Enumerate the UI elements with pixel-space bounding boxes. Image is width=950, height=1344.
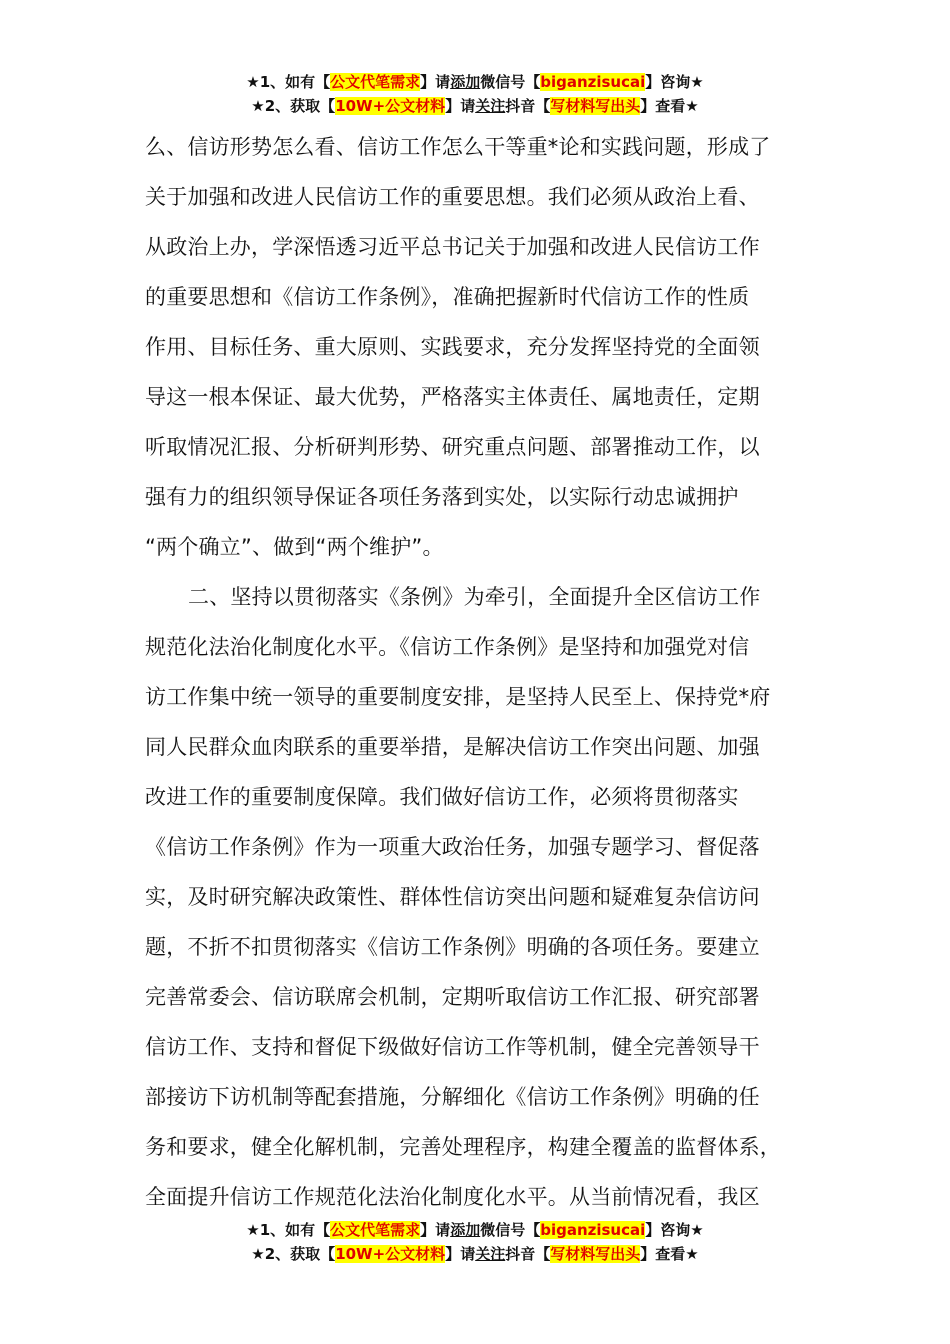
body-line: 强有力的组织领导保证各项任务落到实处，以实际行动忠诚拥护 — [145, 485, 739, 509]
promo-highlight: 10W+公文材料 — [335, 97, 446, 115]
body-line: 全面提升信访工作规范化法治化制度化水平。从当前情况看，我区 — [145, 1185, 760, 1209]
promo-text: 抖音【 — [505, 1245, 551, 1263]
promo-text: ★1、如有【 — [246, 73, 331, 91]
promo-douyin-name: 写材料写出头 — [550, 1245, 641, 1263]
promo-text: 】咨询★ — [645, 1221, 704, 1239]
promo-underlined-text: 关注 — [475, 1245, 506, 1263]
body-line: 部接访下访机制等配套措施，分解细化《信访工作条例》明确的任 — [145, 1085, 760, 1109]
body-line: 完善常委会、信访联席会机制，定期听取信访工作汇报、研究部署 — [145, 985, 760, 1009]
promo-text: ★1、如有【 — [246, 1221, 331, 1239]
promo-text: 】查看★ — [640, 97, 699, 115]
promo-line-1 — [0, 1218, 950, 1242]
promo-text: 】请 — [420, 1221, 451, 1239]
promo-text: 】请 — [445, 1245, 476, 1263]
body-line: 改进工作的重要制度保障。我们做好信访工作，必须将贯彻落实 — [145, 785, 739, 809]
promo-underlined-text: 关注 — [475, 97, 506, 115]
body-line: 信访工作、支持和督促下级做好信访工作等机制，健全完善领导干 — [145, 1035, 760, 1059]
promo-line-1 — [0, 70, 950, 94]
body-line: “两个确立”、做到“两个维护”。 — [145, 535, 444, 559]
promo-text: 】咨询★ — [645, 73, 704, 91]
body-line: 题，不折不扣贯彻落实《信访工作条例》明确的各项任务。要建立 — [145, 935, 760, 959]
promo-text: 】请 — [445, 97, 476, 115]
promo-highlight: 10W+公文材料 — [335, 1245, 446, 1263]
promo-underlined-text: 添加 — [450, 73, 481, 91]
promo-text: 】请 — [420, 73, 451, 91]
body-line: 务和要求，健全化解机制，完善处理程序，构建全覆盖的监督体系， — [145, 1135, 781, 1159]
promo-text: ★2、获取【 — [251, 1245, 336, 1263]
body-line: 的重要思想和《信访工作条例》，准确把握新时代信访工作的性质 — [145, 285, 750, 309]
promo-text: 微信号【 — [480, 1221, 541, 1239]
promo-banner-bottom — [0, 1218, 950, 1266]
body-line: 从政治上办，学深悟透习近平总书记关于加强和改进人民信访工作 — [145, 235, 760, 259]
body-line: 导这一根本保证、最大优势，严格落实主体责任、属地责任，定期 — [145, 385, 760, 409]
document-body — [145, 122, 810, 1222]
body-line: 作用、目标任务、重大原则、实践要求，充分发挥坚持党的全面领 — [145, 335, 760, 359]
body-line: 关于加强和改进人民信访工作的重要思想。我们必须从政治上看、 — [145, 185, 760, 209]
promo-line-2 — [0, 1242, 950, 1266]
body-line: 同人民群众血肉联系的重要举措，是解决信访工作突出问题、加强 — [145, 735, 760, 759]
body-line: 么、信访形势怎么看、信访工作怎么干等重*论和实践问题，形成了 — [145, 135, 771, 159]
promo-wechat-id: biganzisucai — [540, 1221, 646, 1239]
promo-wechat-id: biganzisucai — [540, 73, 646, 91]
promo-line-2 — [0, 94, 950, 118]
body-line: 听取情况汇报、分析研判形势、研究重点问题、部署推动工作，以 — [145, 435, 760, 459]
promo-text: 微信号【 — [480, 73, 541, 91]
section-heading-line: 二、坚持以贯彻落实《条例》为牵引，全面提升全区信访工作 — [188, 585, 761, 609]
body-line: 《信访工作条例》作为一项重大政治任务，加强专题学习、督促落 — [145, 835, 760, 859]
promo-text: 】查看★ — [640, 1245, 699, 1263]
body-line: 访工作集中统一领导的重要制度安排，是坚持人民至上、保持党*府 — [145, 685, 771, 709]
promo-highlight: 公文代笔需求 — [330, 1221, 421, 1239]
promo-banner-top — [0, 70, 950, 118]
promo-underlined-text: 添加 — [450, 1221, 481, 1239]
body-line: 规范化法治化制度化水平。《信访工作条例》是坚持和加强党对信 — [145, 635, 750, 659]
promo-text: 抖音【 — [505, 97, 551, 115]
promo-douyin-name: 写材料写出头 — [550, 97, 641, 115]
promo-text: ★2、获取【 — [251, 97, 336, 115]
promo-highlight: 公文代笔需求 — [330, 73, 421, 91]
body-line: 实，及时研究解决政策性、群体性信访突出问题和疑难复杂信访问 — [145, 885, 760, 909]
